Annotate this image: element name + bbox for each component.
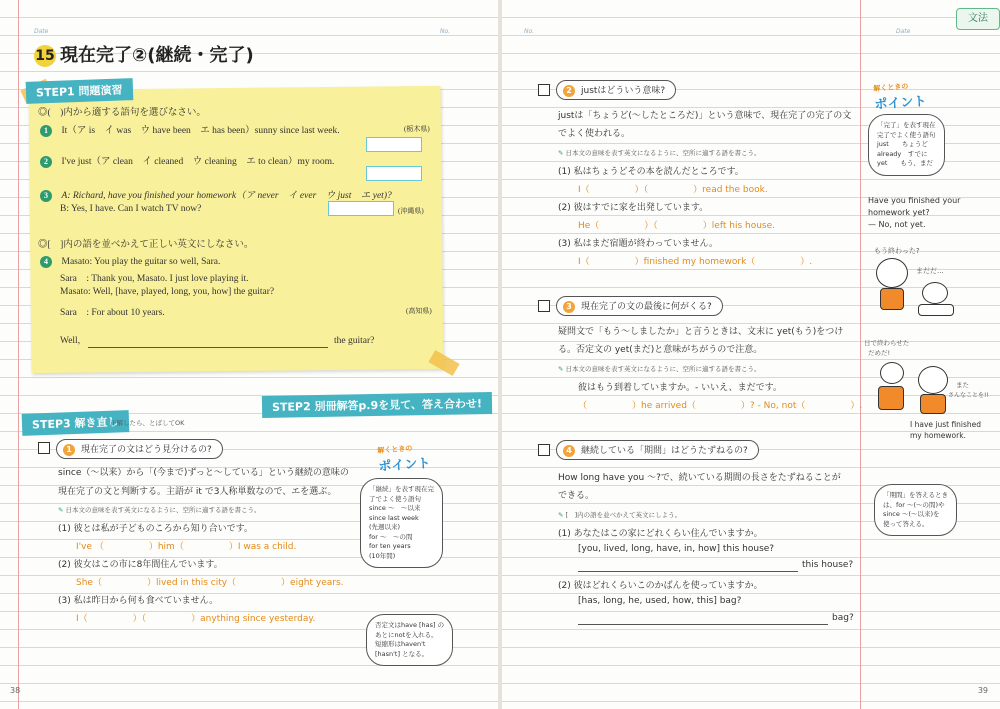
source: (沖縄県): [398, 207, 424, 215]
answer-box-2[interactable]: [366, 166, 422, 181]
hint-line: since last week: [369, 513, 419, 522]
answer-line[interactable]: [578, 571, 798, 572]
exercise-en: [you, lived, long, have, in, how] this house?: [578, 544, 775, 554]
speech-text: また: [956, 381, 969, 389]
speech-text: I have just finished: [910, 420, 982, 429]
question-pill: 2 justはどういう意味?: [556, 80, 676, 100]
exercise-jp: (3) 私は昨日から何も食べていません。: [58, 596, 219, 606]
hint-line: あとにnotを入れる。: [375, 630, 438, 639]
bear-head-icon: [876, 258, 908, 288]
hint-line: since ～(～以来)を: [883, 510, 940, 518]
question-1: It（ア is イ was ウ have been エ has been）sunny since last week.: [61, 126, 340, 136]
rabbit-head-icon: [922, 282, 948, 304]
exercise-jp: (2) 彼はどれくらいこのかばんを使っていますか。: [558, 581, 763, 591]
desk-icon: [918, 304, 954, 316]
hint-cloud: [360, 478, 443, 568]
speech-text: もう終わった?: [874, 247, 920, 255]
step3-label: STEP3 解き直し: [22, 410, 129, 436]
right-page: No. Date 文法 2 justはどういう意味? justは「ちょうど(〜したところだ)」という意味で、現在完了の完了の文 でよく使われる。 ✎ 日本文の意味を表す英文になるように、空所に適する語を書こう。 (1) 私はちょうどその本を読んだところです。 I（ ）（ ）read the book. (2) 彼はすでに家を出発しています。 He（ ）（ ）left his house. (3) 私はまだ宿題が終わっていません。 I（ ）finished my homework（ ）. 3 現在完了の文の最後に何がくる? 疑問文で「もう〜しましたか」と言うときは、文末に yet(もう)をつけ る。否定文の yet(まだ)と意味がちがうので注意。 ✎ 日本文の意味を表す英文になるように、空所に適する語を書こう。 彼はもう到着していますか。- いいえ、まだです。 （ ）he arrived（ ）? - No, not（ ）. 4 継続している「期間」はどうたずねるの? How long have you ～?で、続いている期間の長さをたずねることが できる。 ✎ [ ]内の語を並べかえて英文にしよう。 (1) あなたはこの家にどれくらい住んでいますか。 [you, lived, long, have, in, how] this house? this house? (2) 彼はどれくらいこのかばんを使っていますか。 [has, long, he, used, how, this] bag? bag? 解くときの ポイント 「完了」を表す現在 完了でよく使う語句 just ちょうど already すでに yet もう、まだ Have you finished your homework yet? — No, not yet. もう終わった? まだだ... 日で終わらせた だめだ! また さんなことを!! I have just finished my homework. 「期間」を答えるとき は、for ～(～の間)や since ～(～以来)を 使って答える。 39: [502, 0, 1000, 709]
dialogue-line: Masato: Well, [have, played, long, you, how] the guitar?: [60, 287, 275, 297]
question-3b: B: Yes, I have. Can I watch TV now?: [60, 204, 202, 214]
exercise-jp: 彼はもう到着していますか。- いいえ、まだです。: [578, 383, 782, 393]
exercise-jp: (2) 彼女はこの市に8年間住んでいます。: [58, 560, 223, 570]
bear-body-icon: [920, 394, 946, 414]
rabbit-head-icon: [880, 362, 904, 384]
question-pill: 1 現在完了の文はどう見分けるの?: [56, 439, 223, 459]
speech-text: my homework.: [910, 431, 966, 440]
instruction: ◎( )内から適する語句を選びなさい。: [38, 108, 206, 118]
speech-text: さんなことを!!: [948, 392, 989, 399]
point-label: 解くときの ポイント: [377, 444, 431, 475]
side-example: — No, not yet.: [868, 220, 926, 229]
exercise-note: [ ]内の語を並べかえて英文にしよう。: [565, 511, 682, 519]
speech-text: まだだ...: [916, 267, 944, 275]
hint-line: (10年間): [369, 551, 396, 560]
rabbit-body-icon: [878, 386, 904, 410]
exercise-jp: (1) あなたはこの家にどれくらい住んでいますか。: [558, 529, 763, 539]
question-pill: 3 現在完了の文の最後に何がくる?: [556, 296, 723, 316]
bear-body-icon: [880, 288, 904, 310]
answer-prefix: Well,: [60, 336, 81, 346]
instruction-2: ◎[ ]内の語を並べかえて正しい英文にしなさい。: [38, 240, 254, 250]
hint-line: since ～ ～以来: [369, 504, 421, 512]
exercise-note: 日本文の意味を表す英文になるように、空所に適する語を書こう。: [65, 506, 261, 514]
hint-line: just ちょうど: [877, 140, 928, 148]
hint-line: [hasn't] となる。: [375, 649, 429, 658]
hint-line: 否定文はhave [has] の: [375, 621, 445, 629]
hint-line: already すでに: [877, 149, 928, 158]
step3-note: 正解したら、とばしてOK: [110, 419, 185, 427]
hint-line: 「継続」を表す現在完: [369, 485, 434, 493]
hint-line: yet もう、まだ: [877, 159, 933, 167]
answer-suffix: the guitar?: [334, 336, 375, 346]
header-no: No.: [524, 28, 535, 35]
hint-line: (先週以来): [369, 523, 401, 531]
header-date: Date: [34, 28, 49, 35]
exercise-en[interactable]: I've （ ）him（ ）I was a child.: [76, 542, 297, 552]
speech-text: 日で終わらせた: [864, 339, 910, 347]
page-number: 39: [977, 686, 988, 695]
margin-line: [860, 0, 861, 709]
answer-box-3[interactable]: [328, 201, 394, 216]
question-pill: 4 継続している「期間」はどうたずねるの?: [556, 440, 759, 460]
margin-line: [18, 0, 19, 709]
bear-head-icon: [918, 366, 948, 394]
answer-line[interactable]: [578, 624, 828, 625]
hint-line: for ～ ～の間: [369, 532, 413, 541]
hint-line: は、for ～(～の間)や: [883, 500, 945, 509]
page-title: 15 現在完了②(継続・完了): [35, 45, 254, 66]
step1-label: STEP1 問題演習: [26, 78, 133, 104]
checkbox[interactable]: [538, 300, 550, 312]
hint-line: 短縮形はhaven't: [375, 640, 426, 648]
hint-line: 「期間」を答えるとき: [883, 491, 948, 499]
source: (栃木県): [404, 125, 430, 133]
explanation: since（〜以来）から「(今まで)ずっと〜している」という継続の意味の: [58, 468, 349, 478]
exercise-en: [has, long, he, used, how, this] bag?: [578, 596, 742, 606]
source: (高知県): [406, 307, 432, 315]
exercise-note: 日本文の意味を表す英文になるように、空所に適する語を書こう。: [565, 365, 761, 373]
hint-line: for ten years: [369, 542, 411, 550]
hint-line: 完了でよく使う語句: [877, 130, 936, 139]
question-3a: A: Richard, have you finished your homework（ア never イ ever ウ just エ yet)?: [61, 191, 392, 201]
explanation: できる。: [558, 491, 595, 501]
checkbox[interactable]: [38, 442, 50, 454]
explanation: justは「ちょうど(〜したところだ)」という意味で、現在完了の完了の文: [558, 111, 852, 121]
question-number: 1: [40, 125, 52, 137]
exercise-jp: (1) 私はちょうどその本を読んだところです。: [558, 167, 744, 177]
explanation: How long have you ～?で、続いている期間の長さをたずねることが: [558, 473, 841, 483]
answer-box-1[interactable]: [366, 137, 422, 152]
header-date: Date: [896, 28, 911, 35]
exercise-en[interactable]: （ ）he arrived（ ）? - No, not（ ）.: [578, 401, 863, 411]
step2-label: STEP2 別冊解答p.9を見て、答え合わせ!: [262, 392, 492, 418]
explanation: 疑問文で「もう〜しましたか」と言うときは、文末に yet(もう)をつけ: [558, 327, 844, 337]
answer-line-4[interactable]: [88, 347, 328, 348]
left-page: Date No. 15 現在完了②(継続・完了) STEP1 問題演習 ◎( )内から適する語句を選びなさい。 1 It（ア is イ was ウ have been エ has been）sunny since last week. (栃木県) 2 I've just（ア clean イ cleaned ウ cleaning エ to clean）my room. 3 A: Richard, have you finished your homework（ア never イ ever ウ just エ yet)? B: Yes, I have. Can I watch TV now? (沖縄県) ◎[ ]内の語を並べかえて正しい英文にしなさい。 4 Masato: You play the guitar so well, Sara. Sara : Thank you, Masato. I just love playing it. Masato: Well, [have, played, long, you, how] the guitar? Sara : For about 10 years. (高知県) Well, the guitar? STEP2 別冊解答p.9を見て、答え合わせ! STEP3 解き直し 正解したら、とばしてOK 1 現在完了の文はどう見分けるの? since（〜以来）から「(今まで)ずっと〜している」という継続の意味の 現在完了の文と判断する。主語が it で3人称単数なので、エを選ぶ。 ✎ 日本文の意味を表す英文になるように、空所に適する語を書こう。 (1) 彼とは私が子どものころから知り合いです。 I've （ ）him（ ）I was a child. (2) 彼女はこの市に8年間住んでいます。 She（ ）lived in this city（ ）eight years. (3) 私は昨日から何も食べていません。 I（ ）（ ）anything since yesterday. 解くときの ポイント 「継続」を表す現在完 了でよく使う語句 since ～ ～以来 since last week (先週以来) for ～ ～の間 for ten years (10年間) 否定文はhave [has] の あとにnotを入れる。 短縮形はhaven't [hasn't] となる。 38: [0, 0, 498, 709]
exercise-note: 日本文の意味を表す英文になるように、空所に適する語を書こう。: [565, 149, 761, 157]
header-no: No.: [440, 28, 451, 35]
exercise-jp: (1) 彼とは私が子どものころから知り合いです。: [58, 524, 253, 534]
exercise-jp: (2) 彼はすでに家を出発しています。: [558, 203, 709, 213]
hint-cloud: [366, 614, 453, 666]
side-example: homework yet?: [868, 208, 930, 217]
hint-cloud: [868, 114, 945, 176]
checkbox[interactable]: [538, 84, 550, 96]
hint-line: 「完了」を表す現在: [877, 121, 936, 129]
dialogue-line: Sara : For about 10 years.: [60, 308, 165, 318]
answer-suffix: this house?: [802, 560, 854, 570]
exercise-en[interactable]: He（ ）（ ）left his house.: [578, 221, 775, 231]
dialogue-line: Sara : Thank you, Masato. I just love playing it.: [60, 274, 249, 284]
speech-text: だめだ!: [868, 349, 891, 357]
point-label: 解くときの ポイント: [873, 82, 927, 113]
checkbox[interactable]: [538, 444, 550, 456]
explanation: 現在完了の文と判断する。主語が it で3人称単数なので、エを選ぶ。: [58, 487, 337, 497]
dialogue-line: Masato: You play the guitar so well, Sara.: [61, 257, 221, 267]
section-tab[interactable]: 文法: [956, 8, 1000, 30]
page-number: 38: [10, 686, 21, 695]
tape: [428, 350, 459, 376]
explanation: る。否定文の yet(まだ)と意味がちがうので注意。: [558, 345, 763, 355]
hint-line: 了でよく使う語句: [369, 494, 421, 503]
exercise-en[interactable]: I（ ）（ ）read the book.: [578, 185, 768, 195]
hint-line: 使って答える。: [883, 519, 929, 528]
title-number: 15: [34, 45, 56, 67]
question-2: I've just（ア clean イ cleaned ウ cleaning エ to clean）my room.: [61, 157, 335, 167]
exercise-en[interactable]: She（ ）lived in this city（ ）eight years.: [76, 578, 344, 588]
exercise-en[interactable]: I（ ）（ ）anything since yesterday.: [76, 614, 316, 624]
exercise-jp: (3) 私はまだ宿題が終わっていません。: [558, 239, 719, 249]
hint-cloud: [874, 484, 957, 536]
answer-suffix: bag?: [832, 613, 854, 623]
explanation: でよく使われる。: [558, 129, 631, 139]
side-example: Have you finished your: [868, 196, 961, 205]
exercise-en[interactable]: I（ ）finished my homework（ ）.: [578, 257, 813, 267]
